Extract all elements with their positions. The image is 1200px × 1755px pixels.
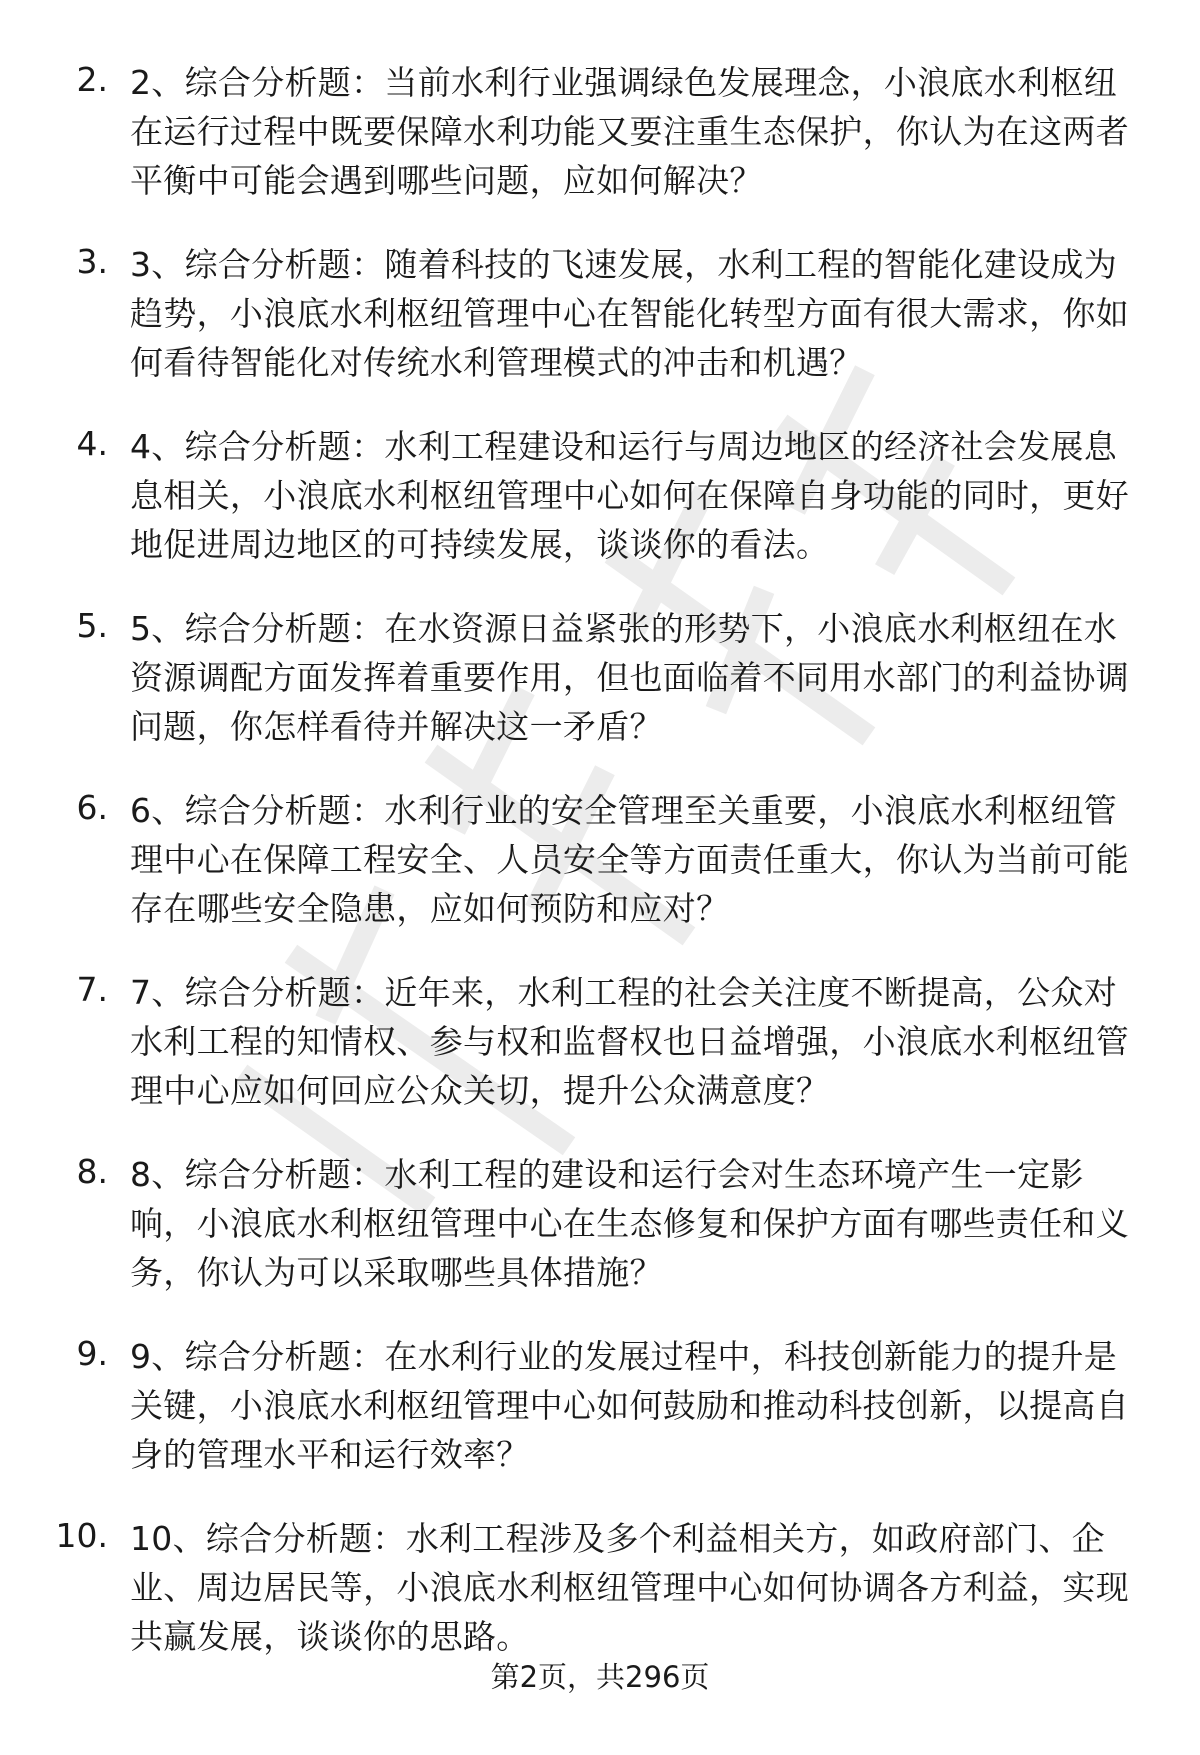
question-number: 4.	[76, 424, 108, 463]
question-text: 10、综合分析题：水利工程涉及多个利益相关方，如政府部门、企业、周边居民等，小浪底水利枢纽管理中心如何协调各方利益，实现共赢发展，谈谈你的思路。	[130, 1519, 1129, 1656]
question-list	[0, 58, 1200, 1696]
question-text: 7、综合分析题：近年来，水利工程的社会关注度不断提高，公众对水利工程的知情权、参与权和监督权也日益增强，小浪底水利枢纽管理中心应如何回应公众关切，提升公众满意度？	[130, 973, 1129, 1110]
question-item	[0, 58, 1200, 240]
question-item	[0, 240, 1200, 422]
question-text: 9、综合分析题：在水利行业的发展过程中，科技创新能力的提升是关键，小浪底水利枢纽管理中心如何鼓励和推动科技创新，以提高自身的管理水平和运行效率？	[130, 1337, 1129, 1474]
question-item	[0, 1332, 1200, 1514]
question-number: 5.	[76, 606, 108, 645]
page-number-footer: 第2页，共296页	[490, 1660, 710, 1694]
question-item	[0, 604, 1200, 786]
question-number: 2.	[76, 60, 108, 99]
question-text: 5、综合分析题：在水资源日益紧张的形势下，小浪底水利枢纽在水资源调配方面发挥着重要作用，但也面临着不同用水部门的利益协调问题，你怎样看待并解决这一矛盾？	[130, 609, 1129, 746]
question-item	[0, 968, 1200, 1150]
question-item	[0, 1150, 1200, 1332]
question-item	[0, 422, 1200, 604]
question-number: 10.	[55, 1516, 108, 1555]
question-number: 6.	[76, 788, 108, 827]
question-number: 7.	[76, 970, 108, 1009]
question-text: 6、综合分析题：水利行业的安全管理至关重要，小浪底水利枢纽管理中心在保障工程安全、人员安全等方面责任重大，你认为当前可能存在哪些安全隐患，应如何预防和应对？	[130, 791, 1129, 928]
question-text: 2、综合分析题：当前水利行业强调绿色发展理念，小浪底水利枢纽在运行过程中既要保障水利功能又要注重生态保护，你认为在这两者平衡中可能会遇到哪些问题，应如何解决？	[130, 63, 1129, 200]
question-text: 3、综合分析题：随着科技的飞速发展，水利工程的智能化建设成为趋势，小浪底水利枢纽管理中心在智能化转型方面有很大需求，你如何看待智能化对传统水利管理模式的冲击和机遇？	[130, 245, 1129, 382]
question-number: 8.	[76, 1152, 108, 1191]
question-text: 8、综合分析题：水利工程的建设和运行会对生态环境产生一定影响，小浪底水利枢纽管理中心在生态修复和保护方面有哪些责任和义务，你认为可以采取哪些具体措施？	[130, 1155, 1129, 1292]
question-item	[0, 786, 1200, 968]
question-number: 3.	[76, 242, 108, 281]
question-number: 9.	[76, 1334, 108, 1373]
question-text: 4、综合分析题：水利工程建设和运行与周边地区的经济社会发展息息相关，小浪底水利枢纽管理中心如何在保障自身功能的同时，更好地促进周边地区的可持续发展，谈谈你的看法。	[130, 427, 1129, 564]
